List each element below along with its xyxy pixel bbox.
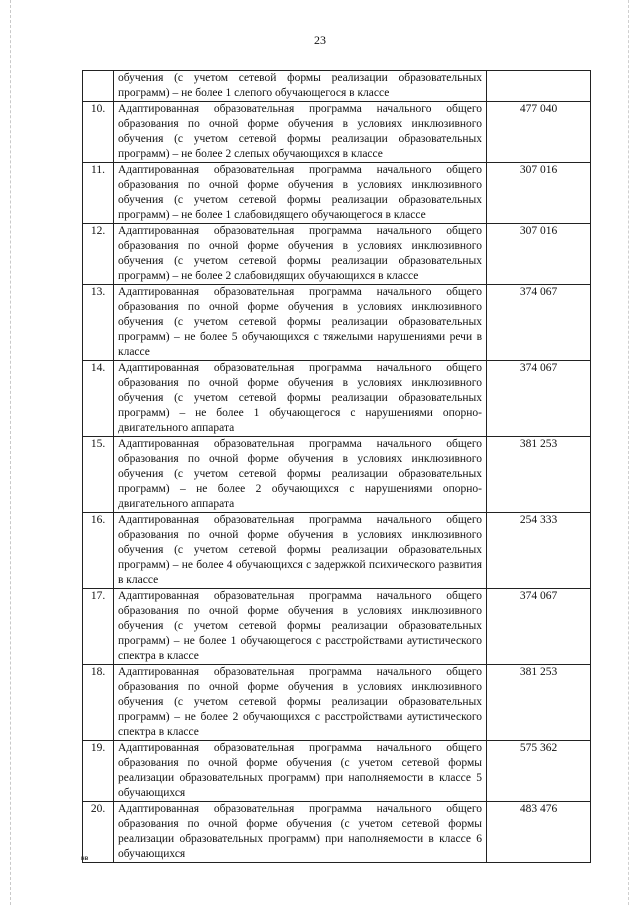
program-description: Адаптированная образовательная программа начального общего образования по очной форме обучения в условиях инклюзивного обучения (с учетом сетевой формы реализации образовательных программ) – не более 1 обучающегося с нарушениями опорно-двигательного аппарата — [114, 361, 487, 437]
row-number: 12. — [83, 224, 114, 285]
cost-value: 483 476 — [487, 802, 591, 863]
row-number: 11. — [83, 163, 114, 224]
table-row — [83, 513, 591, 589]
cost-value: 374 067 — [487, 285, 591, 361]
cost-value: 381 253 — [487, 437, 591, 513]
program-description: Адаптированная образовательная программа начального общего образования по очной форме обучения в условиях инклюзивного обучения (с учетом сетевой формы реализации образовательных программ) – не более 1 обучающегося с расстройствами аутистического спектра в классе — [114, 589, 487, 665]
program-description: Адаптированная образовательная программа начального общего образования по очной форме обучения в условиях инклюзивного обучения (с учетом сетевой формы реализации образовательных программ) – не более 2 слабовидящих обучающихся в классе — [114, 224, 487, 285]
row-number: 16. — [83, 513, 114, 589]
row-number: 18. — [83, 665, 114, 741]
program-description: Адаптированная образовательная программа начального общего образования по очной форме обучения в условиях инклюзивного обучения (с учетом сетевой формы реализации образовательных программ) – не более 1 слабовидящего обучающегося в классе — [114, 163, 487, 224]
program-description: Адаптированная образовательная программа начального общего образования по очной форме обучения в условиях инклюзивного обучения (с учетом сетевой формы реализации образовательных программ) – не более 2 обучающихся с нарушениями опорно-двигательного аппарата — [114, 437, 487, 513]
program-description: Адаптированная образовательная программа начального общего образования по очной форме обучения в условиях инклюзивного обучения (с учетом сетевой формы реализации образовательных программ) – не более 2 обучающихся с расстройствами аутистического спектра в классе — [114, 665, 487, 741]
row-number: 19. — [83, 741, 114, 802]
table-row — [83, 361, 591, 437]
table-row — [83, 802, 591, 863]
table-row — [83, 665, 591, 741]
cost-value: 254 333 — [487, 513, 591, 589]
row-number: 14. — [83, 361, 114, 437]
row-number: 10. — [83, 102, 114, 163]
page-number: 23 — [314, 33, 326, 47]
cost-value: 307 016 — [487, 224, 591, 285]
program-description: обучения (с учетом сетевой формы реализации образовательных программ) – не более 1 слепого обучающегося в классе — [114, 71, 487, 102]
scan-edge-left — [10, 0, 11, 905]
program-description: Адаптированная образовательная программа начального общего образования по очной форме обучения (с учетом сетевой формы реализации образовательных программ) при наполняемости в классе 6 обучающихся — [114, 802, 487, 863]
row-number: 20. — [83, 802, 114, 863]
table-row — [83, 285, 591, 361]
row-number: 13. — [83, 285, 114, 361]
program-cost-table — [82, 70, 591, 863]
table-row — [83, 71, 591, 102]
program-description: Адаптированная образовательная программа начального общего образования по очной форме обучения в условиях инклюзивного обучения (с учетом сетевой формы реализации образовательных программ) – не более 5 обучающихся с тяжелыми нарушениями речи в классе — [114, 285, 487, 361]
cost-value: 307 016 — [487, 163, 591, 224]
program-description: Адаптированная образовательная программа начального общего образования по очной форме обучения (с учетом сетевой формы реализации образовательных программ) при наполняемости в классе 5 обучающихся — [114, 741, 487, 802]
footer-mark: нв — [81, 856, 89, 862]
cost-value: 374 067 — [487, 589, 591, 665]
scan-edge-right — [628, 0, 629, 905]
row-number: 17. — [83, 589, 114, 665]
row-number: 15. — [83, 437, 114, 513]
table-row — [83, 589, 591, 665]
cost-value: 381 253 — [487, 665, 591, 741]
table-row — [83, 437, 591, 513]
table-body — [83, 71, 591, 863]
table-row — [83, 163, 591, 224]
cost-value: 477 040 — [487, 102, 591, 163]
cost-value — [487, 71, 591, 102]
cost-value: 374 067 — [487, 361, 591, 437]
table-row — [83, 224, 591, 285]
program-description: Адаптированная образовательная программа начального общего образования по очной форме обучения в условиях инклюзивного обучения (с учетом сетевой формы реализации образовательных программ) – не более 2 слепых обучающихся в классе — [114, 102, 487, 163]
row-number — [83, 71, 114, 102]
table-row — [83, 102, 591, 163]
cost-value: 575 362 — [487, 741, 591, 802]
table-row — [83, 741, 591, 802]
program-description: Адаптированная образовательная программа начального общего образования по очной форме обучения в условиях инклюзивного обучения (с учетом сетевой формы реализации образовательных программ) – не более 4 обучающихся с задержкой психического развития в классе — [114, 513, 487, 589]
